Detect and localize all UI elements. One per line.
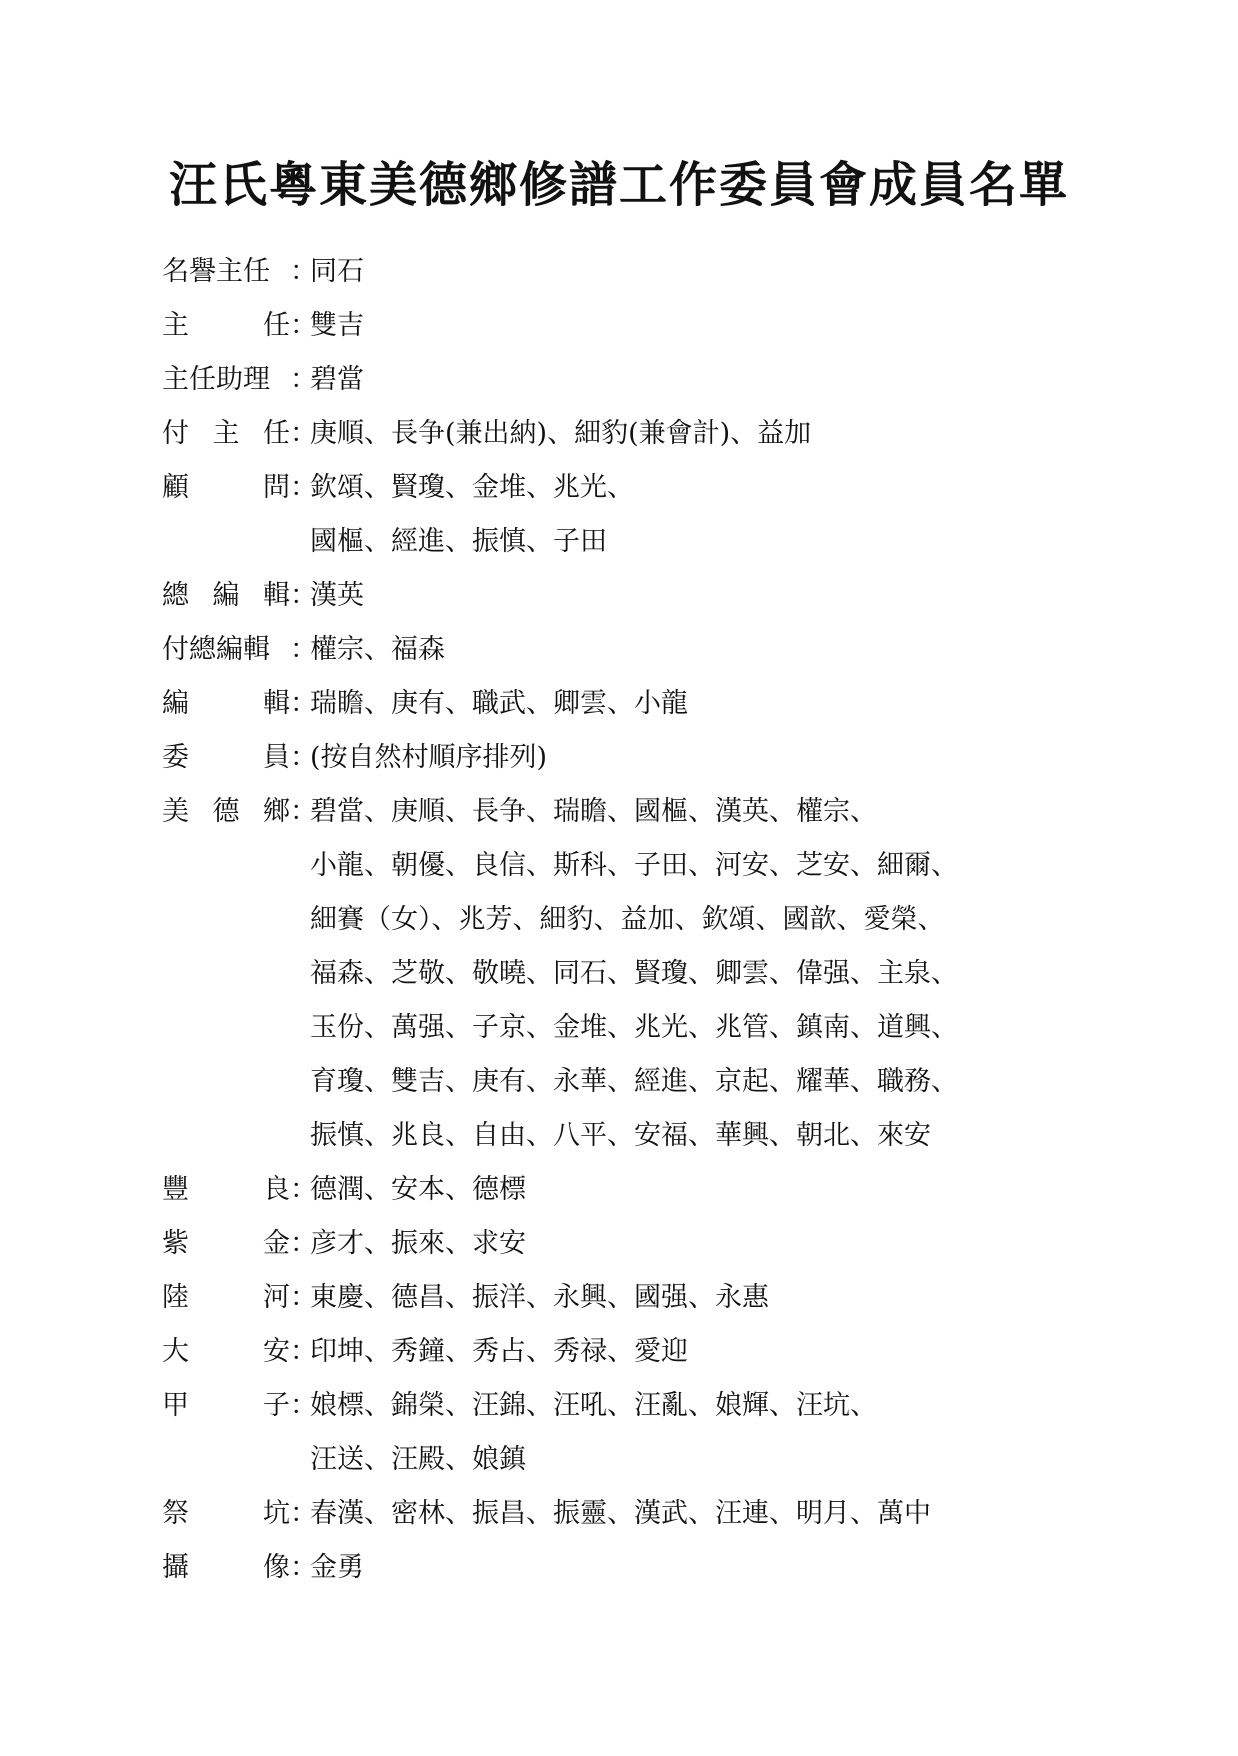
roster-row-continuation bbox=[162, 947, 1222, 1001]
role-label-char: 付 bbox=[162, 418, 189, 449]
roster-row bbox=[162, 1217, 1222, 1271]
role-label-char: 坑 bbox=[263, 1498, 290, 1529]
colon: ： bbox=[290, 796, 317, 827]
colon: ： bbox=[290, 256, 317, 287]
roster-row-continuation bbox=[162, 515, 1222, 569]
roster-row bbox=[162, 1487, 1222, 1541]
role-label bbox=[162, 1163, 290, 1217]
role-label-char: 像 bbox=[263, 1552, 290, 1583]
role-label bbox=[162, 1541, 290, 1595]
role-label-char: 紫 bbox=[162, 1228, 189, 1259]
roster-row bbox=[162, 1325, 1222, 1379]
member-names: 東慶、德昌、振洋、永興、國强、永惠 bbox=[310, 1282, 769, 1313]
member-names: 玉份、萬强、子京、金堆、兆光、兆管、鎮南、道興、 bbox=[310, 1012, 958, 1043]
role-label bbox=[162, 677, 290, 731]
member-names: 雙吉 bbox=[310, 310, 364, 341]
member-names: 振慎、兆良、自由、八平、安福、華興、朝北、來安 bbox=[310, 1120, 931, 1151]
colon: ： bbox=[290, 310, 317, 341]
member-names: 小龍、朝優、良信、斯科、子田、河安、芝安、細爾、 bbox=[310, 850, 958, 881]
roster-row bbox=[162, 623, 1222, 677]
role-label-char: 員 bbox=[263, 742, 290, 773]
role-label bbox=[162, 569, 290, 623]
role-label bbox=[162, 461, 290, 515]
role-label-char: 陸 bbox=[162, 1282, 189, 1313]
colon: ： bbox=[290, 580, 317, 611]
roster-row-continuation bbox=[162, 1055, 1222, 1109]
roster-row-continuation bbox=[162, 1433, 1222, 1487]
role-label-char: 付 bbox=[162, 634, 189, 665]
member-names: 瑞瞻、庚有、職武、卿雲、小龍 bbox=[310, 688, 688, 719]
role-label-char: 任 bbox=[189, 364, 216, 395]
role-label-char: 主 bbox=[212, 418, 240, 449]
role-label-char: 總 bbox=[189, 634, 216, 665]
roster-row bbox=[162, 1379, 1222, 1433]
member-roster bbox=[162, 245, 1222, 1595]
role-label bbox=[162, 407, 290, 461]
role-label-char: 任 bbox=[243, 256, 270, 287]
member-names: 碧當、庚順、長争、瑞瞻、國樞、漢英、權宗、 bbox=[310, 796, 877, 827]
role-label-char: 大 bbox=[162, 1336, 189, 1367]
roster-row bbox=[162, 461, 1222, 515]
role-label-char: 任 bbox=[263, 310, 290, 341]
role-label bbox=[162, 1325, 290, 1379]
role-label-char: 顧 bbox=[162, 472, 189, 503]
roster-row bbox=[162, 1541, 1222, 1595]
roster-row bbox=[162, 407, 1222, 461]
colon: ： bbox=[290, 1174, 317, 1205]
role-label bbox=[162, 1217, 290, 1271]
colon: ： bbox=[290, 634, 317, 665]
role-label-char: 主 bbox=[162, 310, 189, 341]
role-label-char: 子 bbox=[263, 1390, 290, 1421]
member-names: 細賽（女）、兆芳、細豹、益加、欽頌、國歆、愛榮、 bbox=[310, 904, 945, 935]
role-label bbox=[162, 299, 290, 353]
role-label-char: 輯 bbox=[263, 688, 290, 719]
role-label-char: 金 bbox=[263, 1228, 290, 1259]
member-names: 金勇 bbox=[310, 1552, 364, 1583]
role-label bbox=[162, 785, 290, 839]
role-label-char: 理 bbox=[243, 364, 270, 395]
roster-row-continuation bbox=[162, 893, 1222, 947]
role-label-char: 編 bbox=[162, 688, 189, 719]
role-label-char: 良 bbox=[263, 1174, 290, 1205]
role-label-char: 河 bbox=[263, 1282, 290, 1313]
member-names: 同石 bbox=[310, 256, 364, 287]
member-names: 娘標、錦榮、汪錦、汪吼、汪亂、娘輝、汪坑、 bbox=[310, 1390, 877, 1421]
role-label-char: 主 bbox=[162, 364, 189, 395]
member-names: 欽頌、賢瓊、金堆、兆光、 bbox=[310, 472, 634, 503]
roster-row bbox=[162, 785, 1222, 839]
role-label bbox=[162, 245, 290, 299]
roster-row bbox=[162, 677, 1222, 731]
member-names: 德潤、安本、德標 bbox=[310, 1174, 526, 1205]
role-label-char: 問 bbox=[263, 472, 290, 503]
member-names: 育瓊、雙吉、庚有、永華、經進、京起、耀華、職務、 bbox=[310, 1066, 958, 1097]
role-label-char: 美 bbox=[162, 796, 189, 827]
member-names: 印坤、秀鐘、秀占、秀禄、愛迎 bbox=[310, 1336, 688, 1367]
role-label bbox=[162, 623, 290, 677]
role-label-char: 豐 bbox=[162, 1174, 189, 1205]
role-label-char: 委 bbox=[162, 742, 189, 773]
roster-row-continuation bbox=[162, 839, 1222, 893]
role-label-char: 祭 bbox=[162, 1498, 189, 1529]
colon: ： bbox=[290, 1228, 317, 1259]
role-label-char: 輯 bbox=[263, 580, 290, 611]
roster-row-continuation bbox=[162, 1001, 1222, 1055]
colon: ： bbox=[290, 1498, 317, 1529]
role-label-char: 攝 bbox=[162, 1552, 189, 1583]
colon: ： bbox=[290, 1552, 317, 1583]
page-title: 汪氏粵東美德鄉修譜工作委員會成員名單 bbox=[168, 157, 1069, 213]
role-label-char: 甲 bbox=[162, 1390, 189, 1421]
role-label-char: 總 bbox=[162, 580, 189, 611]
member-names: 庚順、長争(兼出納)、細豹(兼會計)、益加 bbox=[310, 418, 812, 449]
colon: ： bbox=[290, 742, 317, 773]
role-label-char: 主 bbox=[216, 256, 243, 287]
role-label-char: 編 bbox=[216, 634, 243, 665]
member-names: 汪送、汪殿、娘鎮 bbox=[310, 1444, 526, 1475]
role-label-char: 任 bbox=[263, 418, 290, 449]
roster-row-continuation bbox=[162, 1109, 1222, 1163]
roster-row bbox=[162, 299, 1222, 353]
colon: ： bbox=[290, 688, 317, 719]
role-label bbox=[162, 1379, 290, 1433]
colon: ： bbox=[290, 472, 317, 503]
role-label-char: 鄉 bbox=[263, 796, 290, 827]
colon: ： bbox=[290, 1282, 317, 1313]
role-label-char: 譽 bbox=[189, 256, 216, 287]
role-label bbox=[162, 353, 290, 407]
member-names: (按自然村順序排列) bbox=[310, 742, 548, 773]
role-label-char: 德 bbox=[212, 796, 240, 827]
member-names: 國樞、經進、振慎、子田 bbox=[310, 526, 607, 557]
member-names: 權宗、福森 bbox=[310, 634, 445, 665]
member-names: 春漢、密林、振昌、振靈、漢武、汪連、明月、萬中 bbox=[310, 1498, 931, 1529]
roster-row bbox=[162, 353, 1222, 407]
colon: ： bbox=[290, 364, 317, 395]
role-label-char: 名 bbox=[162, 256, 189, 287]
roster-row bbox=[162, 1163, 1222, 1217]
role-label bbox=[162, 731, 290, 785]
roster-row bbox=[162, 1271, 1222, 1325]
member-names: 彦才、振來、求安 bbox=[310, 1228, 526, 1259]
colon: ： bbox=[290, 1390, 317, 1421]
role-label-char: 編 bbox=[212, 580, 240, 611]
roster-row bbox=[162, 245, 1222, 299]
role-label bbox=[162, 1271, 290, 1325]
role-label-char: 輯 bbox=[243, 634, 270, 665]
member-names: 漢英 bbox=[310, 580, 364, 611]
colon: ： bbox=[290, 418, 317, 449]
role-label bbox=[162, 1487, 290, 1541]
roster-row bbox=[162, 569, 1222, 623]
role-label-char: 助 bbox=[216, 364, 243, 395]
role-label-char: 安 bbox=[263, 1336, 290, 1367]
colon: ： bbox=[290, 1336, 317, 1367]
member-names: 碧當 bbox=[310, 364, 364, 395]
roster-row bbox=[162, 731, 1222, 785]
member-names: 福森、芝敬、敬曉、同石、賢瓊、卿雲、偉强、主泉、 bbox=[310, 958, 958, 989]
